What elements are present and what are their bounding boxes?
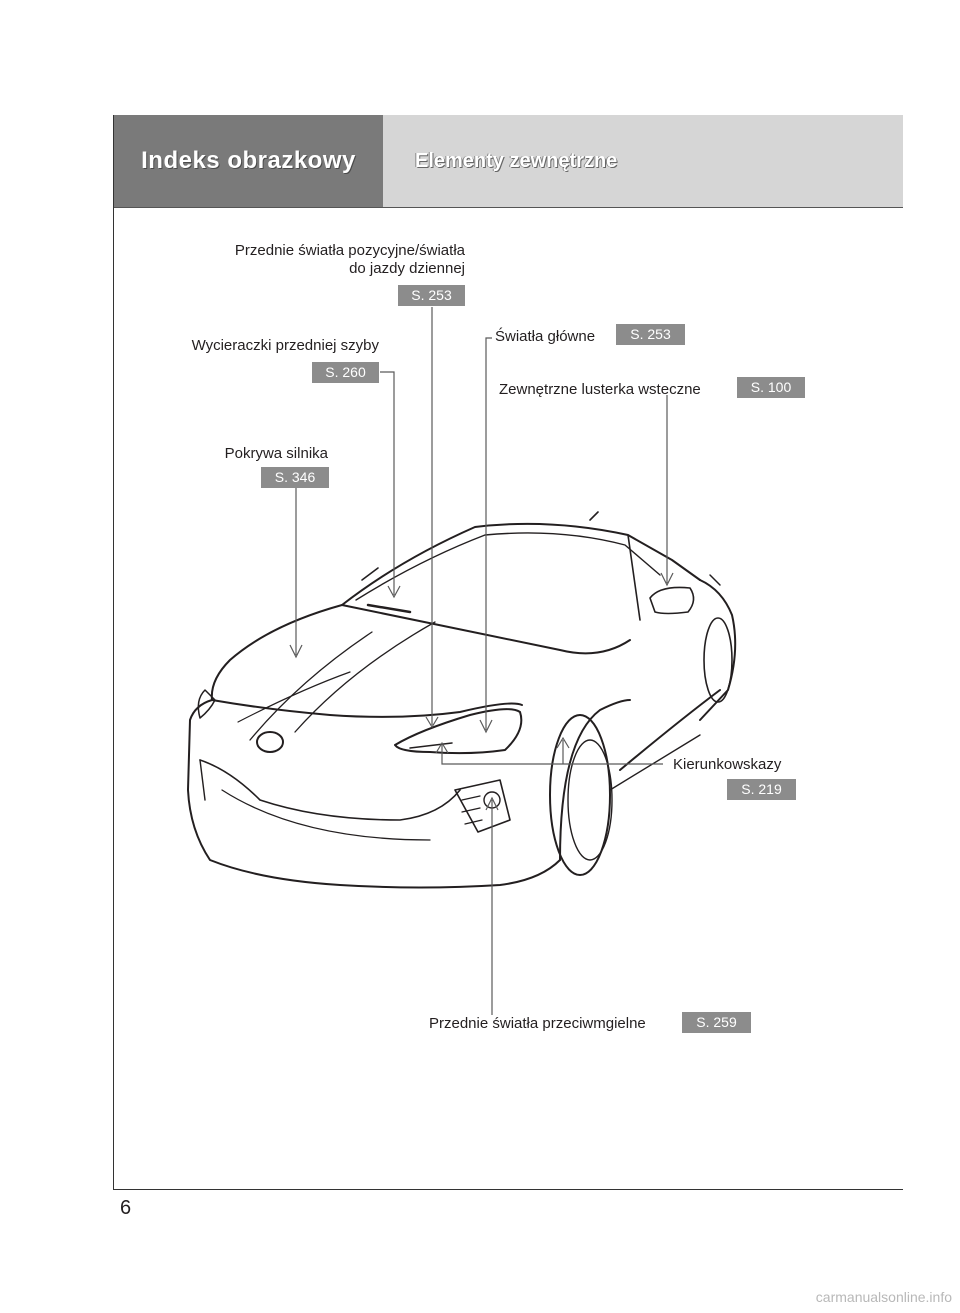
position-lights-label-line1: Przednie światła pozycyjne/światła	[234, 242, 465, 259]
hood-label: Pokrywa silnika	[224, 445, 328, 462]
position-lights-page-badge[interactable]: S. 253	[398, 285, 465, 306]
headlights-page-badge[interactable]: S. 253	[616, 324, 685, 345]
fog-lights-label: Przednie światła przeciwmgielne	[429, 1015, 646, 1032]
wipers-page-badge[interactable]: S. 260	[312, 362, 379, 383]
section-title: Indeks obrazkowy	[141, 147, 356, 174]
fog-lights-page-badge[interactable]: S. 259	[682, 1012, 751, 1033]
mirrors-label: Zewnętrzne lusterka wsteczne	[499, 381, 701, 398]
page-number: 6	[120, 1197, 132, 1219]
watermark[interactable]: carmanualsonline.info	[815, 1289, 952, 1305]
wipers-label: Wycieraczki przedniej szyby	[191, 337, 379, 354]
hood-page-badge[interactable]: S. 346	[261, 467, 329, 488]
turn-signals-label: Kierunkowskazy	[673, 756, 782, 773]
turn-signals-page-badge[interactable]: S. 219	[727, 779, 796, 800]
position-lights-label	[235, 242, 465, 278]
mirrors-page-badge[interactable]: S. 100	[737, 377, 805, 398]
headlights-label: Światła główne	[495, 328, 596, 345]
position-lights-label-line2: do jazdy dziennej	[349, 260, 465, 277]
page-title: Elementy zewnętrzne	[415, 149, 618, 172]
